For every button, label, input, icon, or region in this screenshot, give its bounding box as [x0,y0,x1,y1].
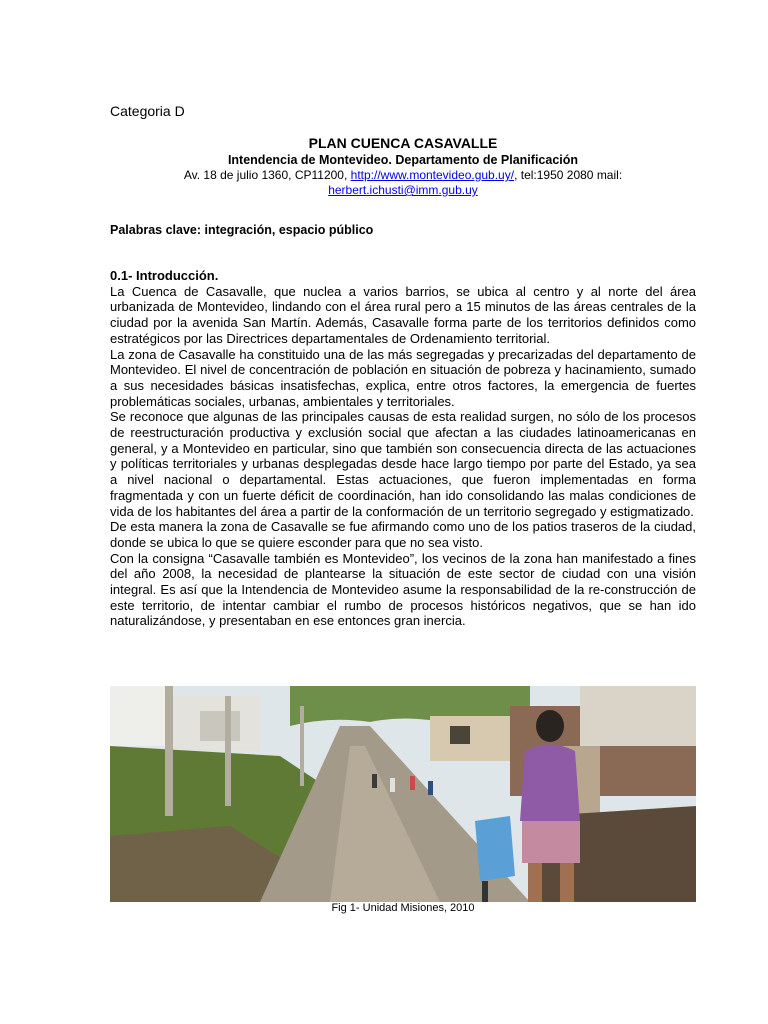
document-subtitle: Intendencia de Montevideo. Departamento de Planificación [227,153,579,167]
address-suffix: , tel:1950 2080 mail: [514,168,623,182]
paragraph: La Cuenca de Casavalle, que nuclea a varios barrios, se ubica al centro y al norte del área urbanizada de Montevideo, lindando con el área rural pero a 15 minutos de las áreas centrales de la ciudad por la avenida San Martín. Además, Casavalle forma parte de los territorios definidos como estratégicos por las Directrices departamentales de Ordenamiento territorial. [110,283,696,346]
paragraph: Con la consigna “Casavalle también es Montevideo”, los vecinos de la zona han manifestado a fines del año 2008, la necesidad de plantearse la situación de este sector de ciudad con una visión integral. Es así que la Intendencia de Montevideo asume la responsabilidad de la re-construcción de este territorio, de intentar cambiar el rumbo de procesos históricos negativos, que se han ido naturalizándose, y presentaban en ese entonces gran inercia. [110,550,696,629]
paragraph: De esta manera la zona de Casavalle se fue afirmando como uno de los patios traseros de la ciudad, donde se ubica lo que se quiere esconder para que no sea visto. [110,519,696,550]
street-photo [110,686,696,902]
website-link[interactable]: http://www.montevideo.gub.uy/ [350,168,515,182]
keywords: Palabras clave: integración, espacio público [110,223,374,237]
paragraph: Se reconoce que algunas de las principales causas de esta realidad surgen, no sólo de los procesos de reestructuración productiva y exclusión social que afectan a las ciudades latinoamericanas en general, y a Montevideo en particular, sino que también son consecuencia directa de las actuaciones y políticas territoriales y urbanas desplegadas desde hace largo tiempo por parte del Estado, ya sea a nivel nacional o departamental. Estas actuaciones, que fueron implementadas en forma fragmentada y con un fuerte déficit de coordinación, han ido consolidando las malas condiciones de vida de los habitantes del área a partir de la conformación de un territorio segregado y estigmatizado. [110,409,696,519]
figure-caption: Fig 1- Unidad Misiones, 2010 [331,902,475,914]
contact-address [110,168,696,198]
address-prefix: Av. 18 de julio 1360, CP11200, [183,168,351,182]
email-link[interactable]: herbert.ichusti@imm.gub.uy [328,183,478,197]
section-heading: 0.1- Introducción. [110,268,219,283]
document-header [110,134,696,198]
paragraph: La zona de Casavalle ha constituido una de las más segregadas y precarizadas del departamento de Montevideo. El nivel de concentración de población en situación de pobreza y hacinamiento, sumado a sus necesidades básicas insatisfechas, explica, entre otros factores, la emergencia de fuertes problemáticas sociales, urbanas, ambientales y territoriales. [110,346,696,409]
category-label: Categoria D [110,103,185,119]
document-title: PLAN CUENCA CASAVALLE [308,135,498,151]
intro-section [110,268,696,629]
